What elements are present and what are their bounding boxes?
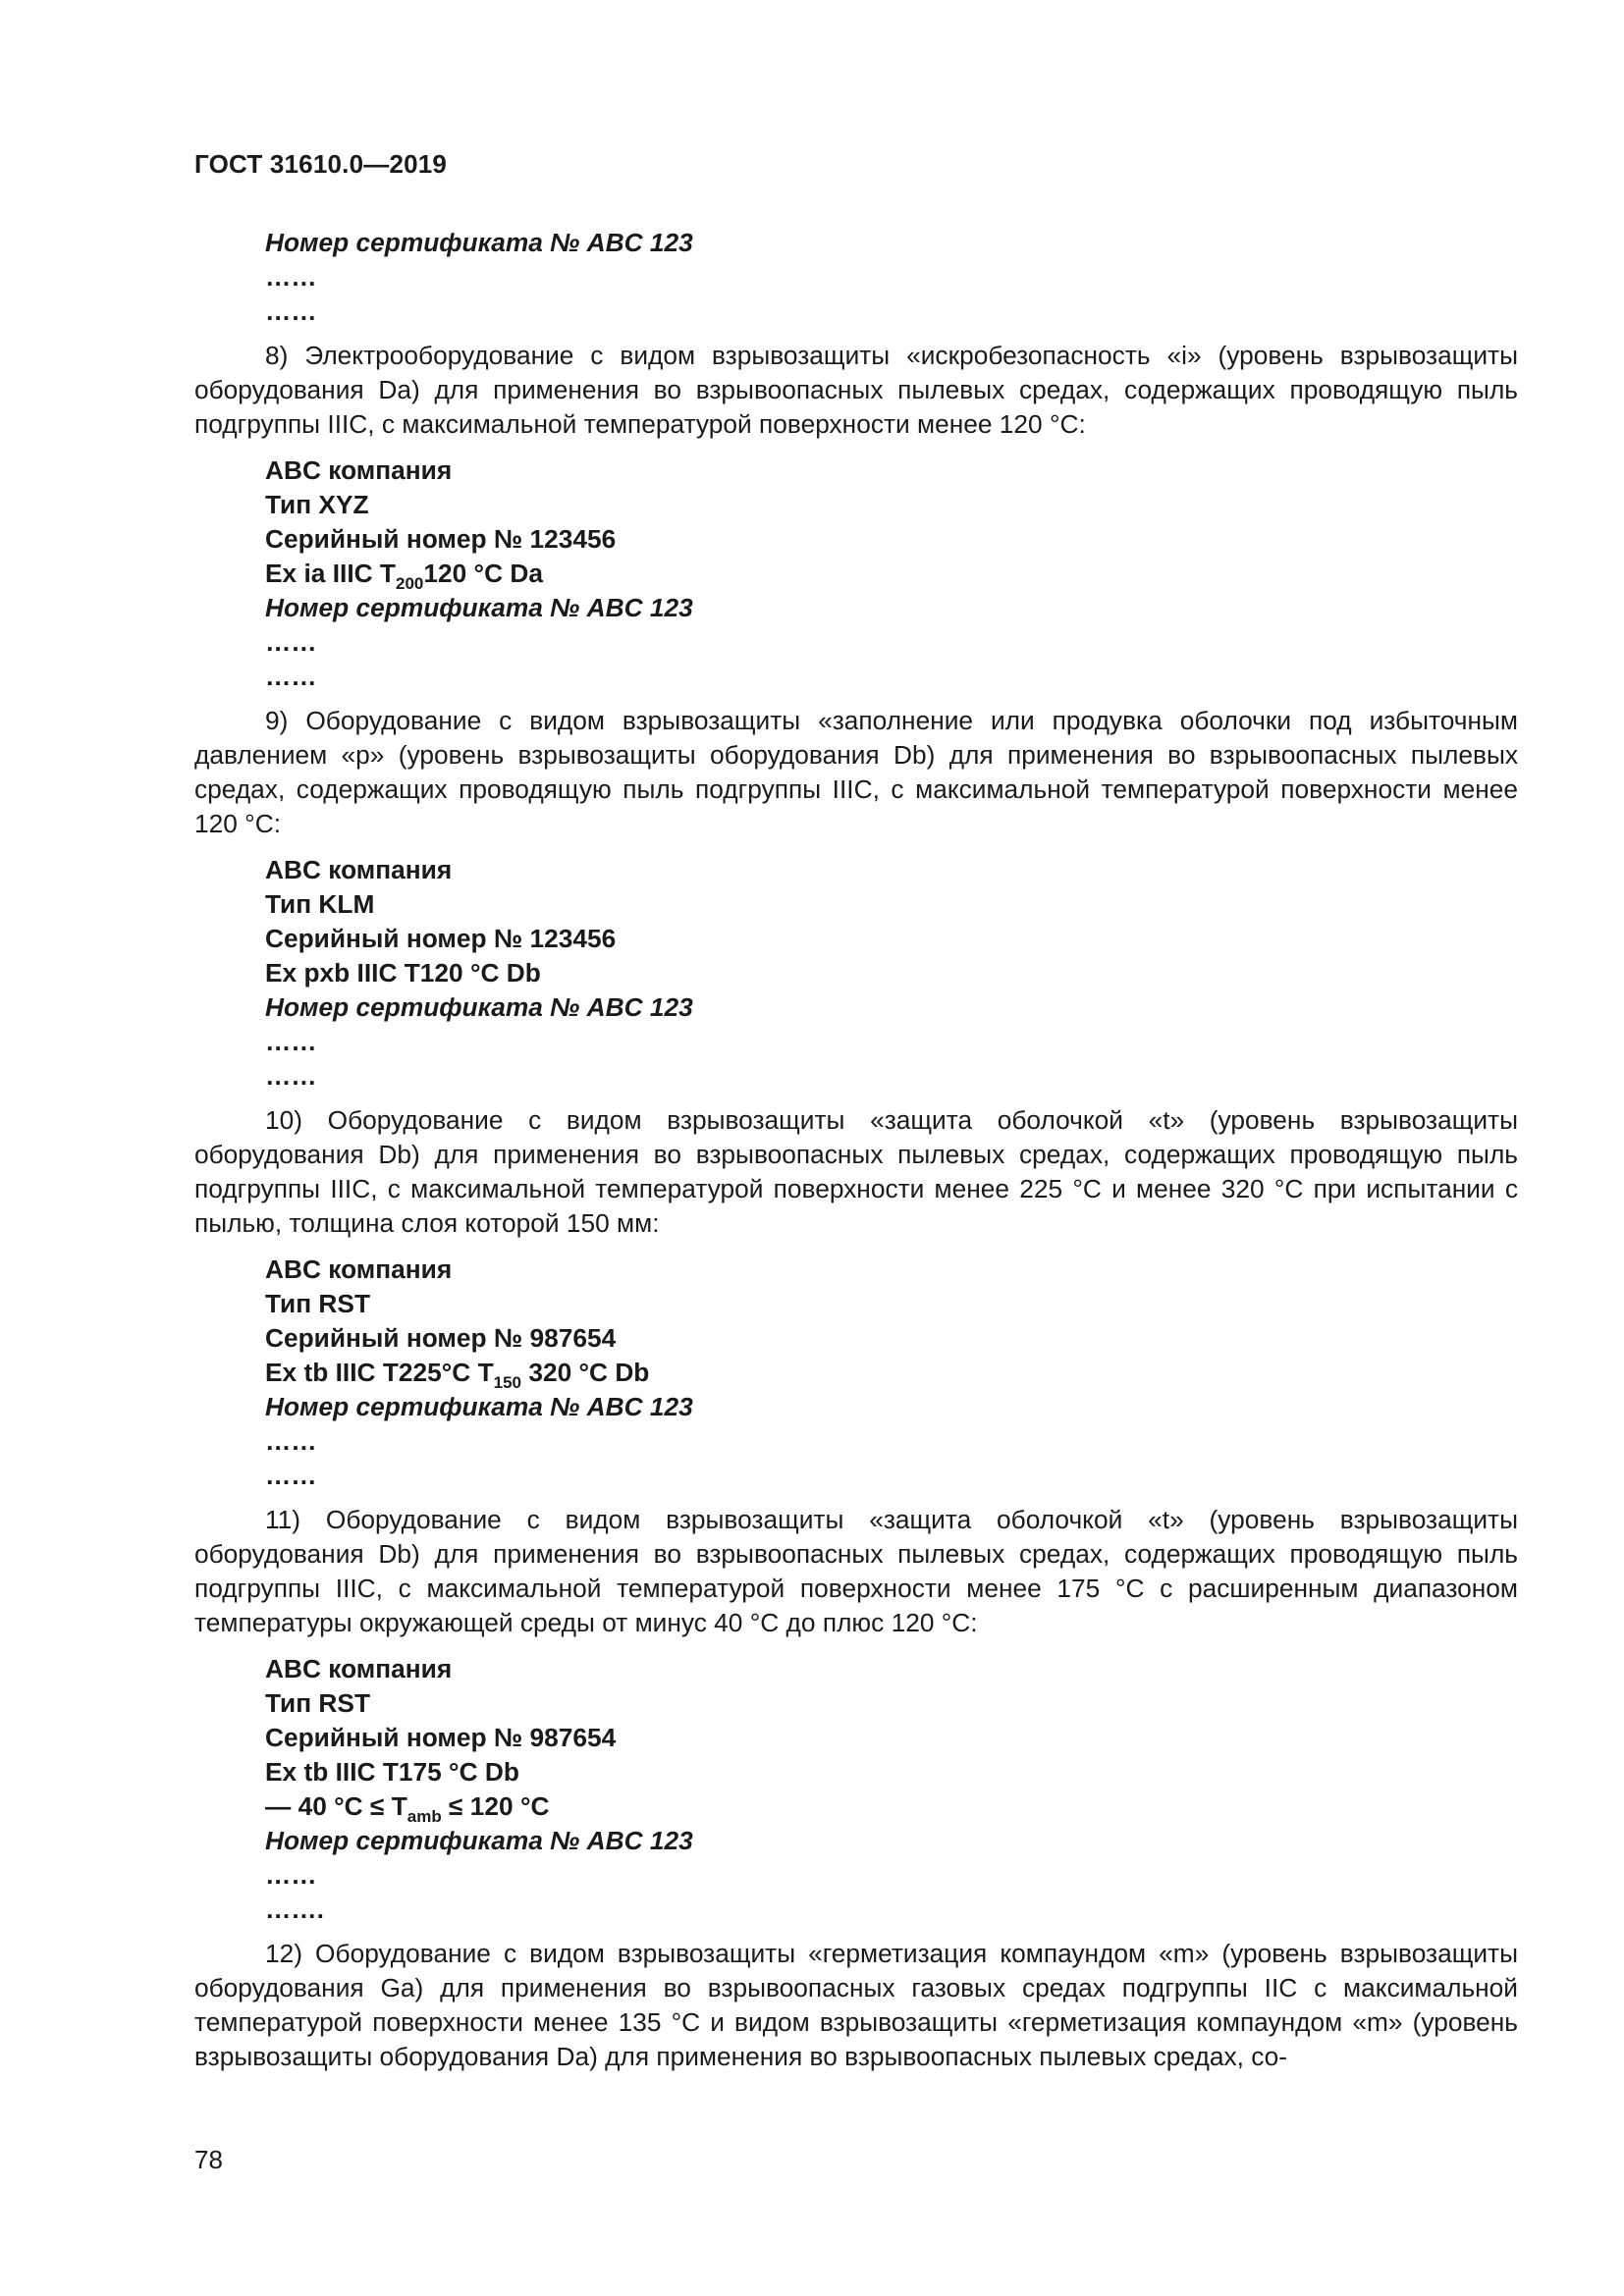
ex-marking: Ex ia IIIC $T_{200}120$ °C Da — [265, 559, 543, 593]
ellipsis-line: …… — [265, 1461, 317, 1490]
ellipsis-line: …… — [265, 262, 317, 292]
ellipsis-line: …… — [265, 1027, 317, 1056]
ambient-range: — 40 $^\circ C \le T_{amb} \le 120$ °C — [265, 1791, 550, 1826]
company-name: ABC компания — [265, 1654, 453, 1683]
serial-number: Серийный номер № 123456 — [265, 524, 617, 554]
page-content — [194, 226, 1518, 2074]
equipment-type: Тип KLM — [265, 889, 375, 919]
serial-number: Серийный номер № 987654 — [265, 1323, 617, 1353]
standard-header: ГОСТ 31610.0—2019 — [194, 149, 448, 179]
serial-number: Серийный номер № 123456 — [265, 924, 617, 953]
certificate-number: Номер сертификата № ABC 123 — [265, 228, 693, 257]
page-number: 78 — [194, 2145, 223, 2174]
company-name: ABC компания — [265, 1255, 453, 1284]
item-paragraph-12: 12) Оборудование с видом взрывозащиты «герметизация компаундом «m» (уровень взрывозащиты оборудования Ga) для применения во взрывоопасных газовых средах подгруппы IIC с максимальной температурой поверхности менее 135 °C и видом взрывозащиты «герметизация компаундом «m» (уровень взрывозащиты оборудования Da) для применения во взрывоопасных пылевых средах, со- — [194, 1939, 1518, 2071]
certificate-number: Номер сертификата № ABC 123 — [265, 593, 693, 622]
ex-marking: Ex tb IIIC T175 °C Db — [265, 1757, 519, 1787]
marking-block-9 — [194, 853, 1518, 1094]
ex-marking: Ex pxb IIIC T120 °C Db — [265, 958, 541, 988]
item-paragraph-10: 10) Оборудование с видом взрывозащиты «защита оболочкой «t» (уровень взрывозащиты оборудования Db) для применения во взрывоопасных пылевых средах, содержащих проводящую пыль подгруппы IIIC, с максимальной температурой поверхности менее 225 °C и менее 320 °C при испытании с пылью, толщина слоя которой 150 мм: — [194, 1105, 1518, 1238]
company-name: ABC компания — [265, 855, 453, 884]
equipment-type: Тип RST — [265, 1289, 371, 1318]
item-paragraph-8: 8) Электрооборудование с видом взрывозащиты «искробезопасность «i» (уровень взрывозащиты оборудования Da) для применения во взрывоопасных пылевых средах, содержащих проводящую пыль подгруппы IIIC, с максимальной температурой поверхности менее 120 °C: — [194, 341, 1518, 439]
ex-marking: Ex tb IIIC T225°C $T_{150}$ 320 °C Db — [265, 1358, 650, 1392]
ellipsis-line: …… — [265, 662, 317, 691]
ellipsis-line: …… — [265, 296, 317, 326]
marking-block-intro — [194, 226, 1518, 329]
ellipsis-line: ……. — [265, 1895, 324, 1924]
item-paragraph-9: 9) Оборудование с видом взрывозащиты «заполнение или продувка оболочки под избыточным давлением «p» (уровень взрывозащиты оборудования Db) для применения во взрывоопасных пылевых средах, содержащих проводящую пыль подгруппы IIIC, с максимальной температурой поверхности менее 120 °C: — [194, 706, 1518, 838]
company-name: ABC компания — [265, 455, 453, 485]
ellipsis-line: …… — [265, 1426, 317, 1456]
ellipsis-line: …… — [265, 1061, 317, 1091]
item-paragraph-11: 11) Оборудование с видом взрывозащиты «защита оболочкой «t» (уровень взрывозащиты оборудования Db) для применения во взрывоопасных пылевых средах, содержащих проводящую пыль подгруппы IIIC, с максимальной температурой поверхности менее 175 °C с расширенным диапазоном температуры окружающей среды от минус 40 °C до плюс 120 °C: — [194, 1505, 1518, 1637]
ellipsis-line: …… — [265, 627, 317, 657]
marking-block-10 — [194, 1253, 1518, 1493]
certificate-number: Номер сертификата № ABC 123 — [265, 1826, 693, 1855]
certificate-number: Номер сертификата № ABC 123 — [265, 992, 693, 1022]
marking-block-11 — [194, 1652, 1518, 1927]
certificate-number: Номер сертификата № ABC 123 — [265, 1392, 693, 1421]
serial-number: Серийный номер № 987654 — [265, 1723, 617, 1752]
equipment-type: Тип XYZ — [265, 490, 369, 519]
ellipsis-line: …… — [265, 1860, 317, 1890]
marking-block-8 — [194, 454, 1518, 694]
equipment-type: Тип RST — [265, 1688, 371, 1718]
